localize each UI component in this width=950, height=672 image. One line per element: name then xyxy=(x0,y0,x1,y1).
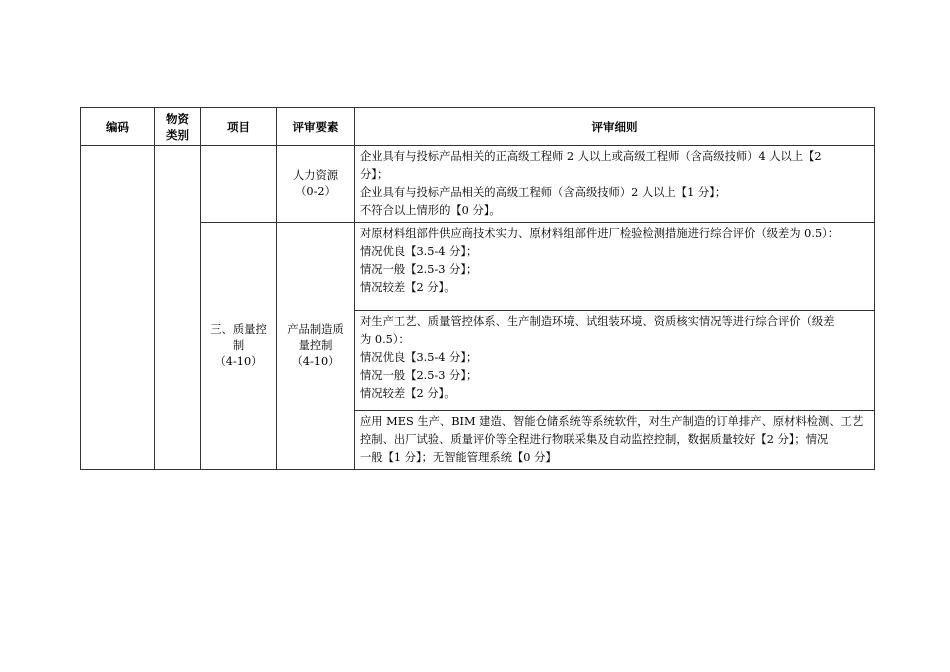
item-name-line1: 三、质量控 xyxy=(210,323,267,336)
detail-line: 分】； xyxy=(360,168,389,181)
detail-line: 一般【1 分】；无智能管理系统【0 分】 xyxy=(360,451,557,464)
detail-line: 情况优良【3.5-4 分】； xyxy=(360,245,478,258)
details-cell-raw-materials xyxy=(355,223,875,311)
category-cell xyxy=(155,146,201,470)
detail-line: 企业具有与投标产品相关的高级工程师（含高级技师）2 人以上【1 分】； xyxy=(360,186,727,199)
element-label-line2: 量控制 xyxy=(298,339,333,352)
detail-line: 情况一般【2.5-3 分】； xyxy=(360,369,478,382)
element-label-line1: 产品制造质 xyxy=(287,323,344,336)
element-score: （0-2） xyxy=(295,185,336,198)
detail-line: 应用 MES 生产、BIM 建造、智能仓储系统等系统软件，对生产制造的订单排产、原材料检测、工艺 xyxy=(360,415,864,428)
header-category-line1: 物资 xyxy=(166,111,189,126)
detail-line: 控制、出厂试验、质量评价等全程进行物联采集及自动监控控制，数据质量较好【2 分】；情况 xyxy=(360,433,829,446)
element-cell-human-resources xyxy=(277,146,355,223)
detail-line: 对原材料组部件供应商技术实力、原材料组部件进厂检验检测措施进行综合评价（级差为 0.5）： xyxy=(360,227,840,240)
detail-line: 情况较差【2 分】。 xyxy=(360,281,456,294)
detail-line: 不符合以上情形的【0 分】。 xyxy=(360,204,501,217)
item-cell-quality-control xyxy=(201,223,277,470)
header-row xyxy=(81,108,875,146)
detail-line: 情况较差【2 分】。 xyxy=(360,387,456,400)
header-item: 项目 xyxy=(201,108,277,146)
details-cell-production-process xyxy=(355,311,875,411)
detail-line: 情况一般【2.5-3 分】； xyxy=(360,263,478,276)
header-category xyxy=(155,108,201,146)
header-code: 编码 xyxy=(81,108,155,146)
item-cell-empty xyxy=(201,146,277,223)
detail-line: 企业具有与投标产品相关的正高级工程师 2 人以上或高级工程师（含高级技师）4 人以上【2 xyxy=(360,150,822,163)
details-cell-smart-manufacturing xyxy=(355,411,875,470)
detail-line: 情况优良【3.5-4 分】； xyxy=(360,351,478,364)
table-row-human-resources xyxy=(81,146,875,223)
code-cell xyxy=(81,146,155,470)
item-score: （4-10） xyxy=(214,355,263,368)
evaluation-table xyxy=(80,107,875,470)
element-label: 人力资源 xyxy=(292,169,339,182)
element-cell-manufacturing-quality xyxy=(277,223,355,470)
header-details: 评审细则 xyxy=(355,108,875,146)
table-row-raw-materials xyxy=(81,223,875,311)
detail-line: 为 0.5）： xyxy=(360,333,410,346)
element-score: （4-10） xyxy=(291,355,340,368)
detail-line: 对生产工艺、质量管控体系、生产制造环境、试组装环境、资质核实情况等进行综合评价（级差 xyxy=(360,315,835,328)
details-cell-human-resources xyxy=(355,146,875,223)
item-name-line2: 制 xyxy=(232,339,245,352)
header-element: 评审要素 xyxy=(277,108,355,146)
header-category-line2: 类别 xyxy=(166,127,189,142)
